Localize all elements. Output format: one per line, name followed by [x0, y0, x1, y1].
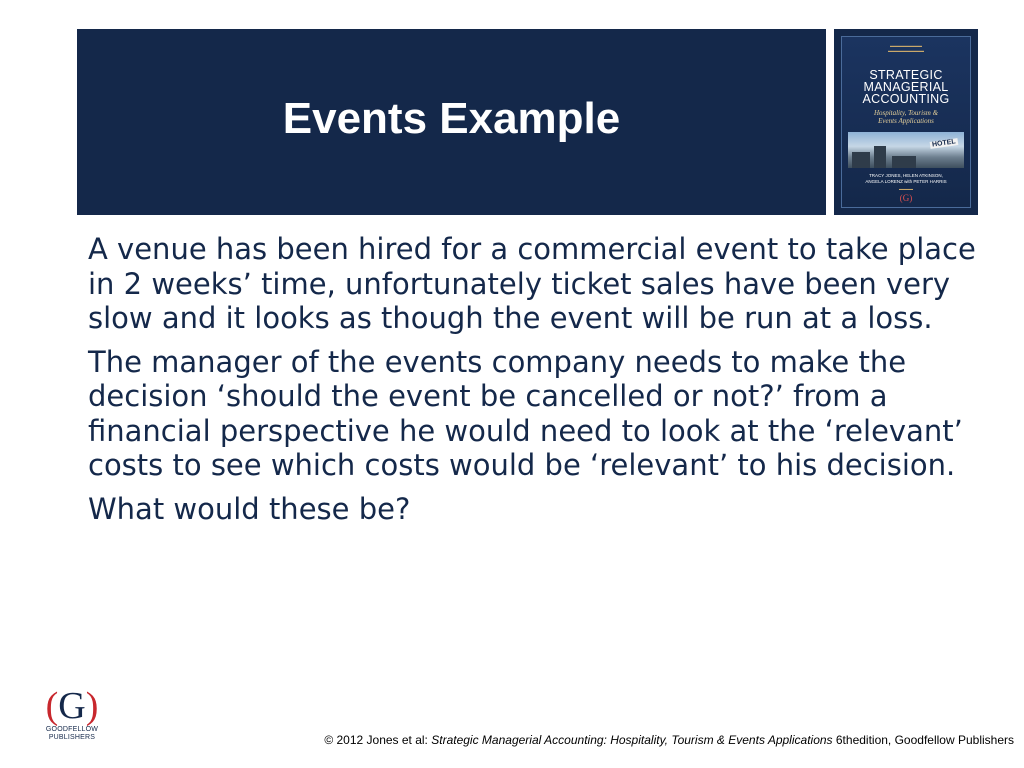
- slide-body: [88, 232, 988, 535]
- book-title-line: ACCOUNTING: [862, 92, 950, 106]
- body-paragraph: A venue has been hired for a commercial event to take place in 2 weeks’ time, unfortunately ticket sales have been very slow and it looks as though the event will be run at a loss.: [88, 232, 976, 335]
- title-banner: [77, 29, 826, 215]
- slide-title: Events Example: [282, 94, 621, 143]
- book-title-line: STRATEGIC: [869, 68, 943, 82]
- goodfellow-logo: [40, 686, 104, 742]
- book-cover-subtitle: [842, 109, 970, 125]
- goodfellow-logo-name: GOODFELLOW PUBLISHERS: [45, 726, 99, 741]
- book-tagline-decoration: ▬▬▬▬▬▬▬▬ ▬▬▬▬▬▬▬▬▬: [888, 43, 924, 53]
- book-edition-decoration: ▬▬▬▬: [899, 187, 913, 191]
- footer-prefix: © 2012 Jones et al:: [324, 733, 432, 747]
- book-title-line: MANAGERIAL: [863, 80, 949, 94]
- book-cover-image: [834, 29, 978, 215]
- photo-building: [874, 146, 886, 168]
- photo-building: [852, 152, 870, 168]
- goodfellow-logo-mark: (G): [45, 685, 99, 727]
- book-cover-frame: [841, 36, 971, 208]
- book-subtitle-line: Hospitality, Tourism &: [873, 109, 939, 117]
- body-paragraph: What would these be?: [88, 491, 411, 526]
- book-cover-photo: [848, 132, 964, 168]
- photo-hotel-sign: HOTEL: [931, 138, 957, 149]
- footer-suffix: 6thedition, Goodfellow Publishers: [832, 733, 1014, 747]
- book-cover-authors: [842, 173, 970, 185]
- photo-building: [892, 156, 916, 168]
- book-cover-title: [842, 69, 970, 105]
- book-authors-line: ANGELA LORENZ with PETER HARRIS: [865, 179, 947, 184]
- body-paragraph: The manager of the events company needs to make the decision ‘should the event be cancelled or not?’ from a financial perspective he would need to look at the ‘relevant’ costs to see which costs would be ‘relevant’ to his decision.: [88, 344, 963, 482]
- book-subtitle-line: Events Applications: [878, 117, 934, 125]
- footer-citation: [324, 733, 1014, 747]
- book-authors-line: TRACY JONES, HELEN ATKINSON,: [869, 173, 943, 178]
- footer-book-title: Strategic Managerial Accounting: Hospitality, Tourism & Events Applications: [431, 733, 833, 747]
- book-cover-logo: (G): [899, 193, 913, 203]
